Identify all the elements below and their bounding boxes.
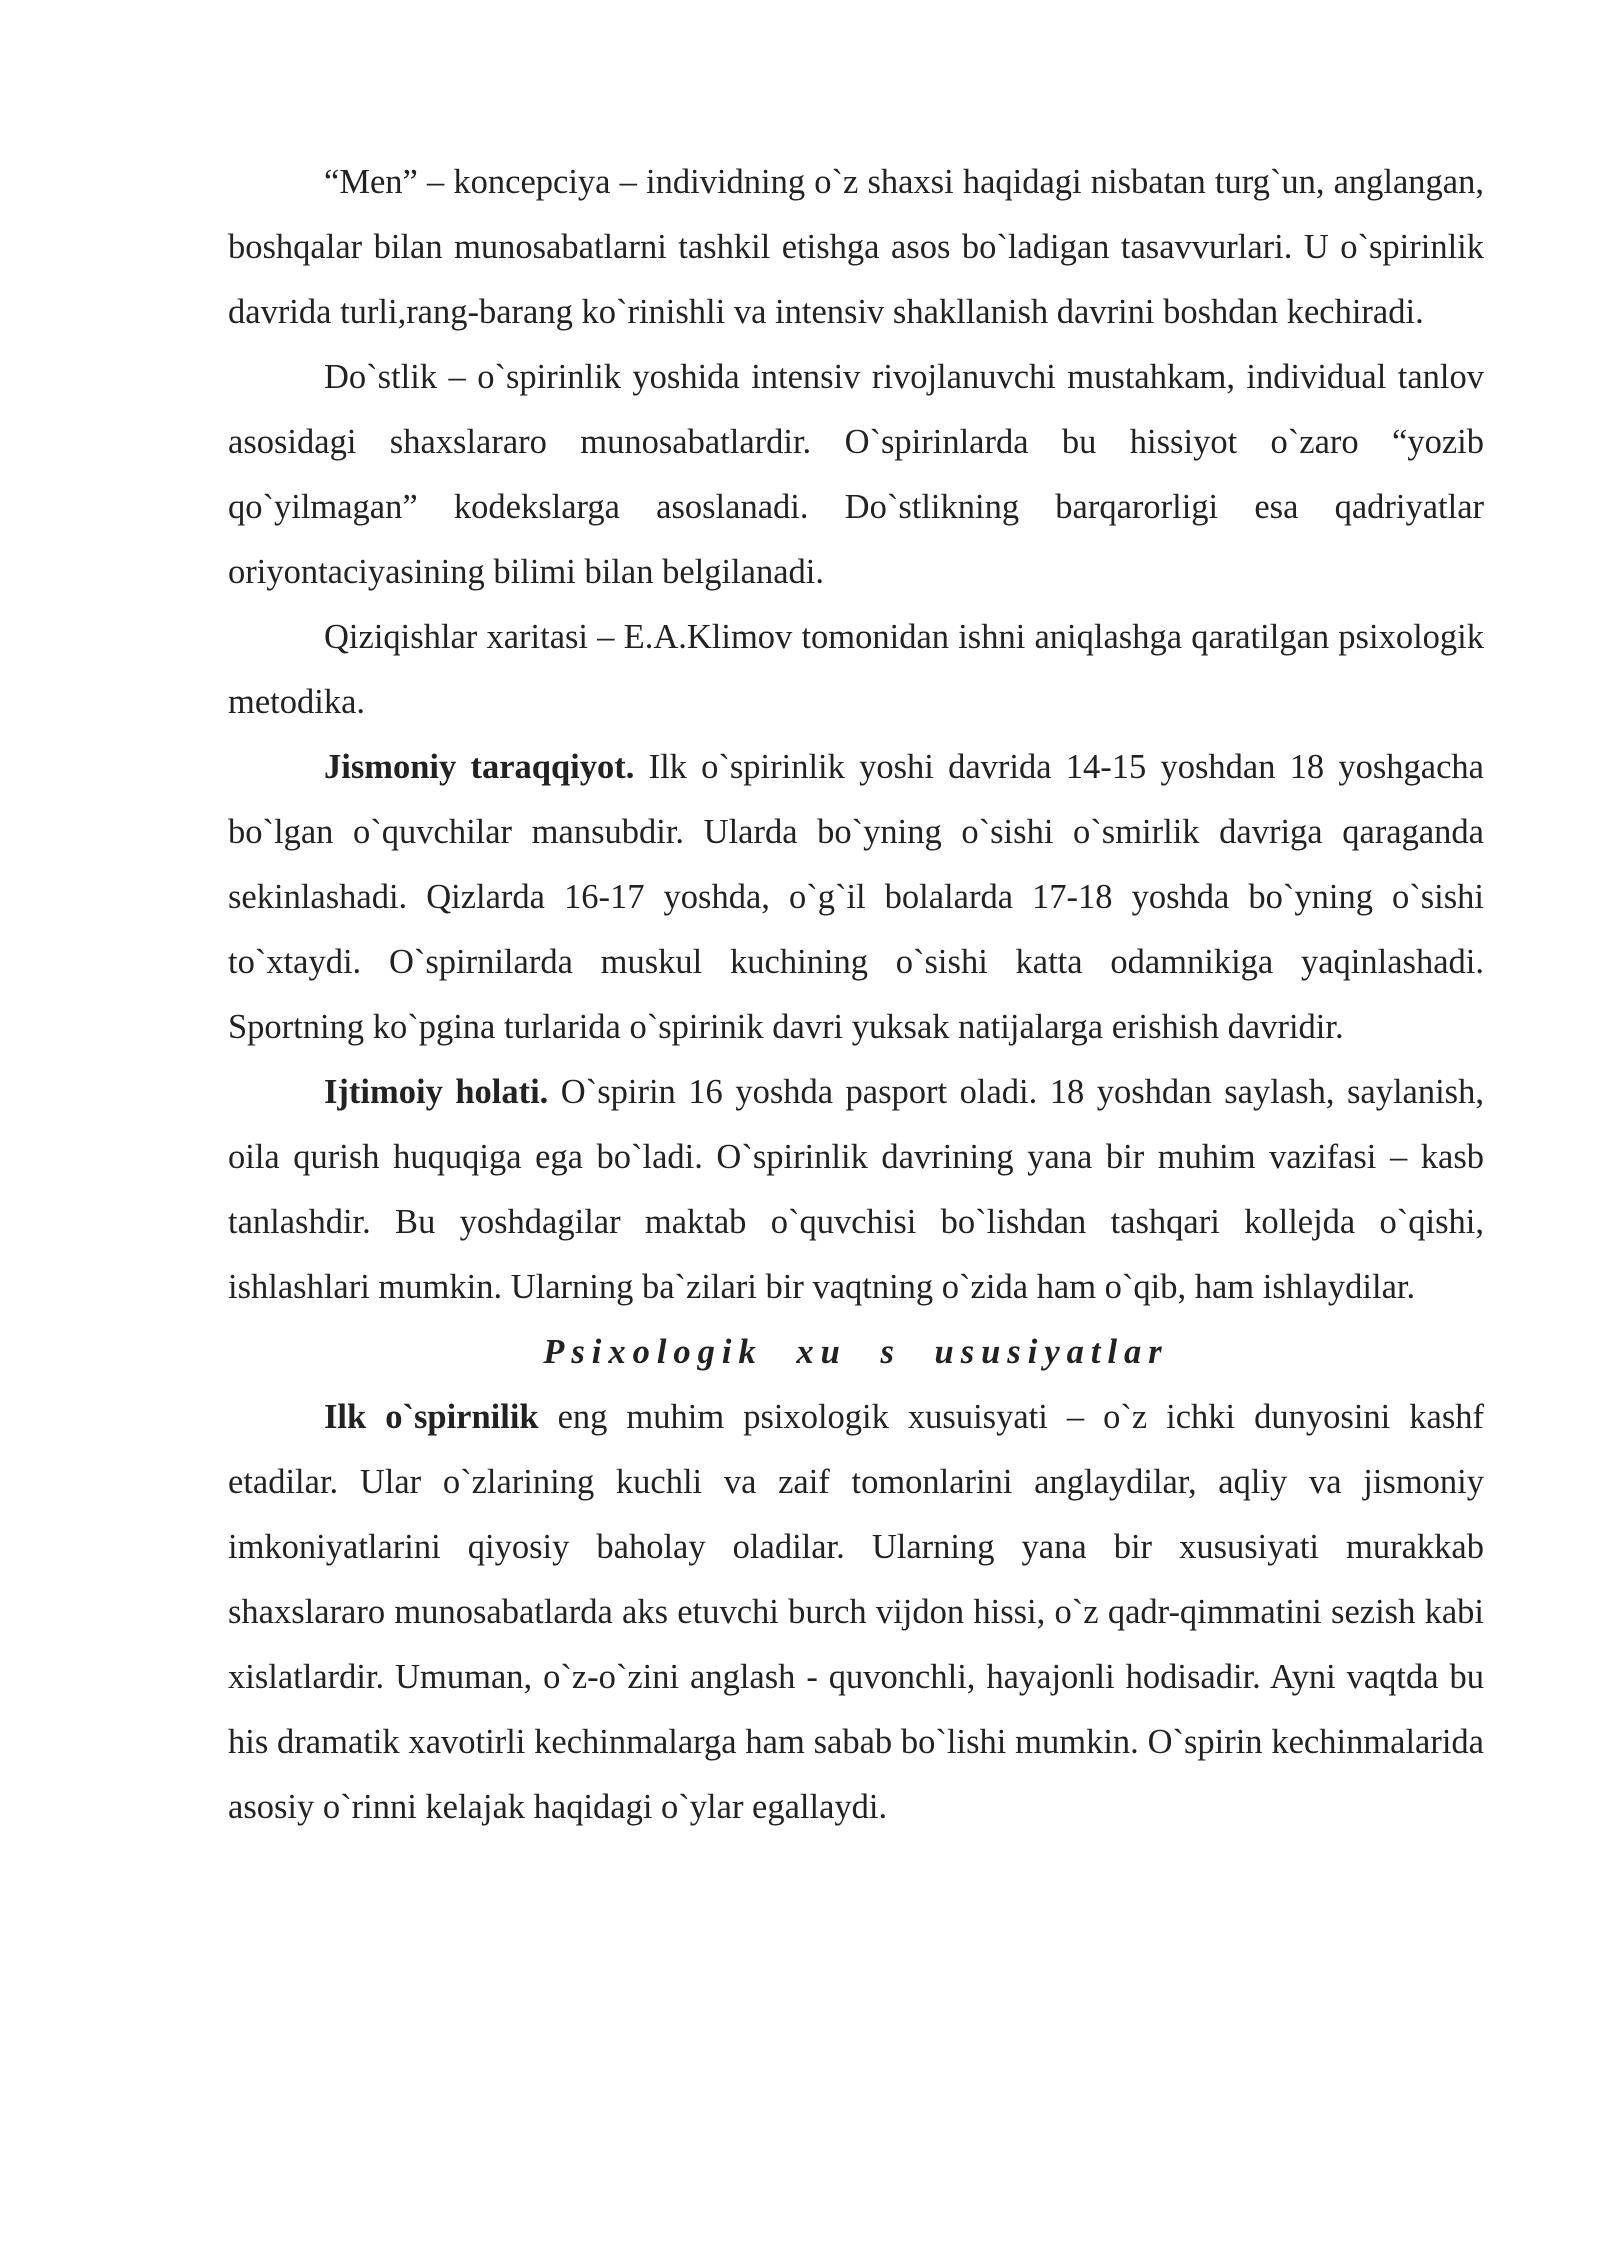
paragraph-lead: Ijtimoiy holati. xyxy=(324,1073,549,1111)
paragraph-jismoniy-taraqqiyot xyxy=(228,735,1484,1060)
paragraph-qiziqishlar-xaritasi xyxy=(228,605,1484,735)
document-page xyxy=(228,150,1484,1840)
paragraph-lead: Ilk o`spirnilik xyxy=(324,1398,539,1436)
paragraph-ilk-ospirnilik xyxy=(228,1385,1484,1840)
paragraph-text: Ilk o`spirinlik yoshi davrida 14-15 yoshdan 18 yoshgacha bo`lgan o`quvchilar mansubdir. Ularda bo`yning o`sishi o`smirlik davriga qaraganda sekinlashadi. Qizlarda 16-17 yoshda, o`g`il bolalarda 17-18 yoshda bo`yning o`sishi to`xtaydi. O`spirnilarda muskul kuchining o`sishi katta odamnikiga yaqinlashadi. Sportning ko`pgina turlarida o`spirinik davri yuksak natijalarga erishish davridir. xyxy=(228,748,1484,1046)
section-heading: Psixologik xu s ususiyatlar xyxy=(543,1333,1169,1371)
paragraph-dostlik xyxy=(228,345,1484,605)
paragraph-ijtimoiy-holati xyxy=(228,1060,1484,1320)
paragraph-text: “Men” – koncepciya – individning o`z shaxsi haqidagi nisbatan turg`un, anglangan, boshqalar bilan munosabatlarni tashkil etishga asos bo`ladigan tasavvurlari. U o`spirinlik davrida turli,rang-barang ko`rinishli va intensiv shakllanish davrini boshdan kechiradi. xyxy=(228,163,1484,331)
paragraph-text: O`spirin 16 yoshda pasport oladi. 18 yoshdan saylash, saylanish, oila qurish huquqiga ega bo`ladi. O`spirinlik davrining yana bir muhim vazifasi – kasb tanlashdir. Bu yoshdagilar maktab o`quvchisi bo`lishdan tashqari kollejda o`qishi, ishlashlari mumkin. Ularning ba`zilari bir vaqtning o`zida ham o`qib, ham ishlaydilar. xyxy=(228,1073,1484,1306)
paragraph-text: Do`stlik – o`spirinlik yoshida intensiv rivojlanuvchi mustahkam, individual tanlov asosidagi shaxslararo munosabatlardir. O`spirinlarda bu hissiyot o`zaro “yozib qo`yilmagan” kodekslarga asoslanadi. Do`stlikning barqarorligi esa qadriyatlar oriyontaciyasining bilimi bilan belgilanadi. xyxy=(228,358,1484,591)
paragraph-text: Qiziqishlar xaritasi – E.A.Klimov tomonidan ishni aniqlashga qaratilgan psixologik metodika. xyxy=(228,618,1484,721)
paragraph-men-koncepciya xyxy=(228,150,1484,345)
paragraph-lead: Jismoniy taraqqiyot. xyxy=(324,748,635,786)
paragraph-text: eng muhim psixologik xusuisyati – o`z ichki dunyosini kashf etadilar. Ular o`zlarining kuchli va zaif tomonlarini anglaydilar, aqliy va jismoniy imkoniyatlarini qiyosiy baholay oladilar. Ularning yana bir xususiyati murakkab shaxslararo munosabatlarda aks etuvchi burch vijdon hissi, o`z qadr-qimmatini sezish kabi xislatlardir. Umuman, o`z-o`zini anglash - quvonchli, hayajonli hodisadir. Ayni vaqtda bu his dramatik xavotirli kechinmalarga ham sabab bo`lishi mumkin. O`spirin kechinmalarida asosiy o`rinni kelajak haqidagi o`ylar egallaydi. xyxy=(228,1398,1484,1826)
